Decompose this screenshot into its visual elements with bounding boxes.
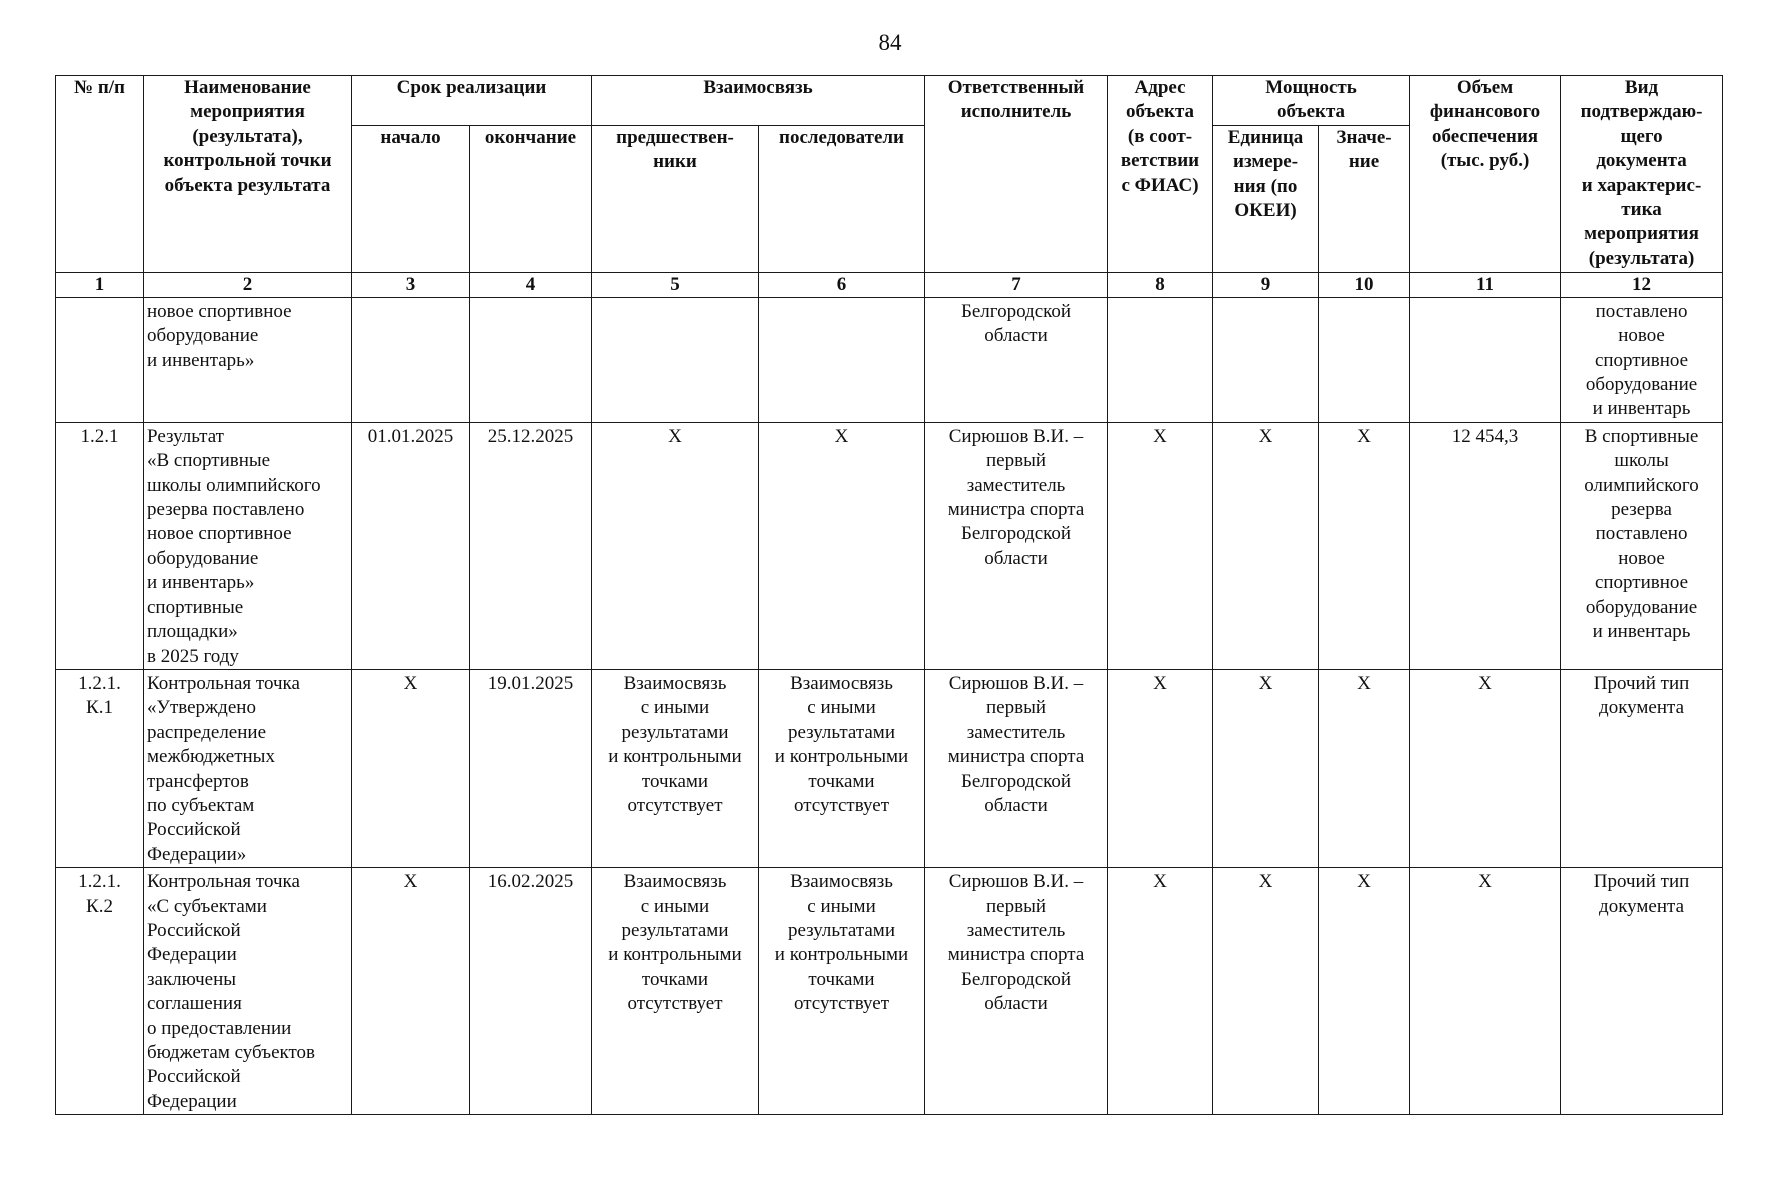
cell-end: 25.12.2025: [470, 422, 592, 669]
cell-unit: [1213, 297, 1319, 422]
header-responsible: Ответственный исполнитель: [925, 76, 1108, 273]
cell-responsible: Белгородской области: [925, 297, 1108, 422]
header-relation-pred: предшествен- ники: [592, 125, 759, 272]
cell-responsible: Сирюшов В.И. – первый заместитель министра спорта Белгородской области: [925, 422, 1108, 669]
cell-finance: X: [1410, 669, 1561, 867]
cell-address: [1108, 297, 1213, 422]
header-finance: Объем финансового обеспечения (тыс. руб.): [1410, 76, 1561, 273]
cell-pred: [592, 297, 759, 422]
cell-end: 19.01.2025: [470, 669, 592, 867]
header-num: № п/п: [56, 76, 144, 273]
cell-succ: Взаимосвязь с иными результатами и контрольными точками отсутствует: [759, 868, 925, 1115]
cell-unit: X: [1213, 422, 1319, 669]
header-doc-type: Вид подтверждаю- щего документа и характерис- тика мероприятия (результата): [1561, 76, 1723, 273]
header-relation-succ: последователи: [759, 125, 925, 272]
cell-name: Контрольная точка «Утверждено распределение межбюджетных трансфертов по субъектам Российской Федерации»: [144, 669, 352, 867]
header-name: Наименование мероприятия (результата), контрольной точки объекта результата: [144, 76, 352, 273]
cell-end: 16.02.2025: [470, 868, 592, 1115]
cell-pred: Взаимосвязь с иными результатами и контрольными точками отсутствует: [592, 868, 759, 1115]
column-number: 10: [1319, 272, 1410, 297]
cell-succ: X: [759, 422, 925, 669]
column-number: 7: [925, 272, 1108, 297]
cell-succ: Взаимосвязь с иными результатами и контрольными точками отсутствует: [759, 669, 925, 867]
cell-start: 01.01.2025: [352, 422, 470, 669]
cell-start: [352, 297, 470, 422]
table-row: [56, 422, 1723, 669]
column-number: 3: [352, 272, 470, 297]
cell-doc: Прочий тип документа: [1561, 868, 1723, 1115]
page-number: 84: [878, 30, 902, 55]
cell-num: 1.2.1. К.2: [56, 868, 144, 1115]
cell-doc: В спортивные школы олимпийского резерва поставлено новое спортивное оборудование и инвентарь: [1561, 422, 1723, 669]
column-number: 8: [1108, 272, 1213, 297]
cell-pred: Взаимосвязь с иными результатами и контрольными точками отсутствует: [592, 669, 759, 867]
table-body: [56, 297, 1723, 1114]
table-header: [56, 76, 1723, 298]
cell-name: Контрольная точка «С субъектами Российской Федерации заключены соглашения о предоставлении бюджетам субъектов Российской Федерации: [144, 868, 352, 1115]
column-number: 11: [1410, 272, 1561, 297]
column-number: 2: [144, 272, 352, 297]
cell-value: X: [1319, 422, 1410, 669]
column-number: 6: [759, 272, 925, 297]
cell-finance: X: [1410, 868, 1561, 1115]
cell-name: Результат «В спортивные школы олимпийского резерва поставлено новое спортивное оборудование и инвентарь» спортивные площадки» в 2025 году: [144, 422, 352, 669]
cell-address: X: [1108, 669, 1213, 867]
activities-table: [55, 75, 1723, 1115]
cell-address: X: [1108, 422, 1213, 669]
cell-responsible: Сирюшов В.И. – первый заместитель министра спорта Белгородской области: [925, 868, 1108, 1115]
column-number: 4: [470, 272, 592, 297]
cell-finance: 12 454,3: [1410, 422, 1561, 669]
header-term-end: окончание: [470, 125, 592, 272]
column-number: 12: [1561, 272, 1723, 297]
cell-doc: поставлено новое спортивное оборудование и инвентарь: [1561, 297, 1723, 422]
cell-num: 1.2.1. К.1: [56, 669, 144, 867]
header-term-start: начало: [352, 125, 470, 272]
header-address: Адрес объекта (в соот- ветствии с ФИАС): [1108, 76, 1213, 273]
header-capacity-unit: Единица измере- ния (по ОКЕИ): [1213, 125, 1319, 272]
table-row: [56, 297, 1723, 422]
header-relation: Взаимосвязь: [592, 76, 925, 126]
cell-address: X: [1108, 868, 1213, 1115]
cell-start: X: [352, 669, 470, 867]
cell-value: [1319, 297, 1410, 422]
cell-unit: X: [1213, 868, 1319, 1115]
cell-responsible: Сирюшов В.И. – первый заместитель министра спорта Белгородской области: [925, 669, 1108, 867]
cell-num: [56, 297, 144, 422]
cell-num: 1.2.1: [56, 422, 144, 669]
column-number: 9: [1213, 272, 1319, 297]
header-capacity: Мощность объекта: [1213, 76, 1410, 126]
cell-pred: X: [592, 422, 759, 669]
column-number-row: [56, 272, 1723, 297]
cell-succ: [759, 297, 925, 422]
cell-start: X: [352, 868, 470, 1115]
cell-end: [470, 297, 592, 422]
column-number: 5: [592, 272, 759, 297]
column-number: 1: [56, 272, 144, 297]
cell-unit: X: [1213, 669, 1319, 867]
table-row: [56, 669, 1723, 867]
cell-value: X: [1319, 868, 1410, 1115]
cell-finance: [1410, 297, 1561, 422]
cell-value: X: [1319, 669, 1410, 867]
cell-name: новое спортивное оборудование и инвентарь»: [144, 297, 352, 422]
header-term: Срок реализации: [352, 76, 592, 126]
cell-doc: Прочий тип документа: [1561, 669, 1723, 867]
header-capacity-value: Значе- ние: [1319, 125, 1410, 272]
table-row: [56, 868, 1723, 1115]
